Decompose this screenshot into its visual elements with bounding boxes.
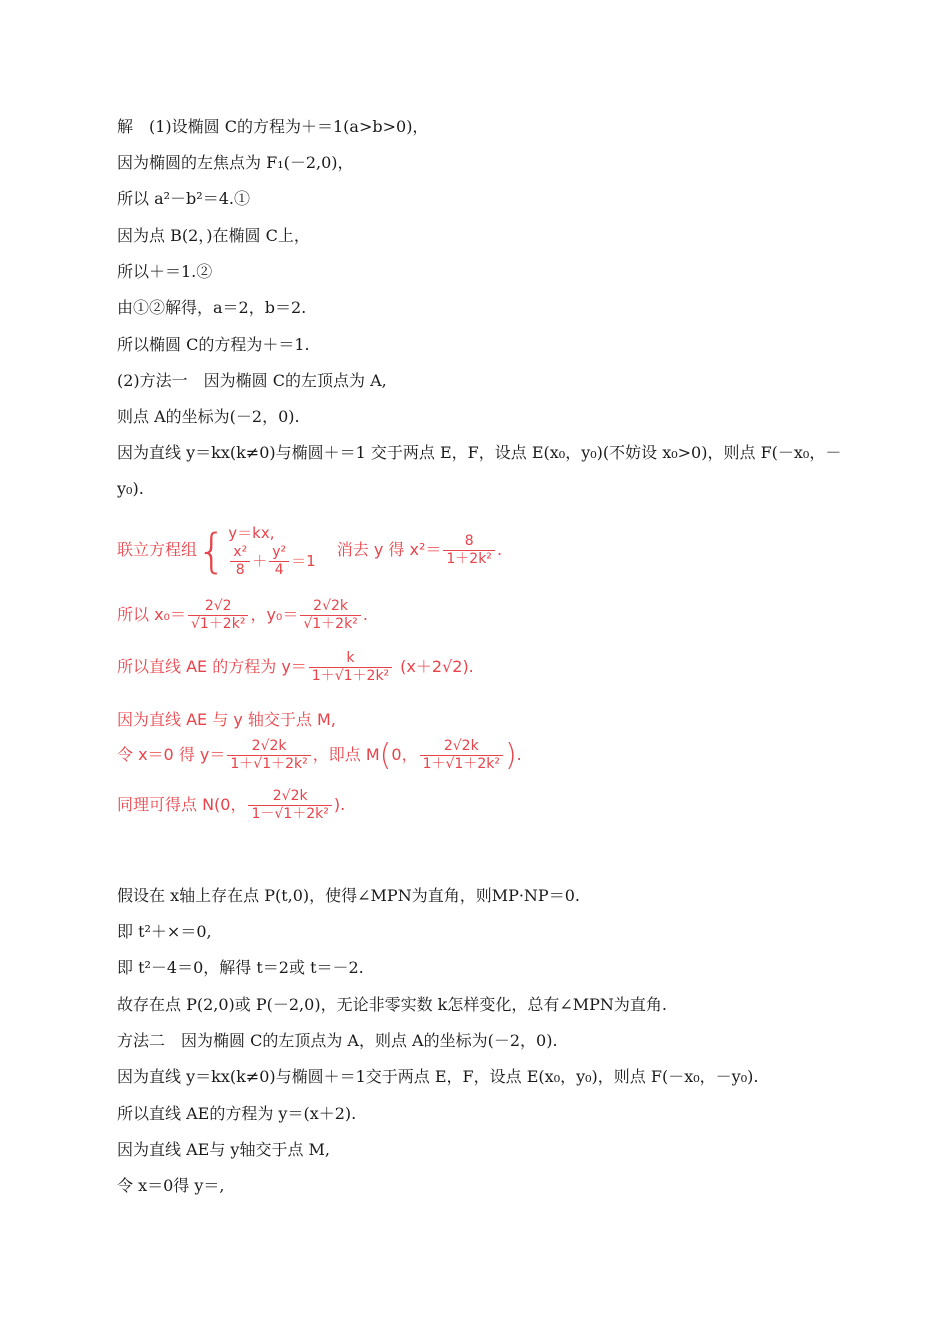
text-line: 即 t²－4＝0，解得 t＝2或 t＝－2. [117, 958, 364, 977]
text-line: 则点 A的坐标为(－2，0). [117, 407, 300, 426]
text-line: 解 (1)设椭圆 C的方程为＋＝1(a>b>0)， [117, 117, 429, 136]
text-line: (2)方法一 因为椭圆 C的左顶点为 A, [117, 371, 387, 390]
text-line: 令 x＝0得 y＝, [117, 1176, 225, 1195]
red-point-n: 同理可得点 N(0， $\frac{2√2k}{\text{1－√1＋2k²}}$ ). [117, 788, 346, 822]
text-line: 因为直线 AE与 y轴交于点 M, [117, 1140, 331, 1159]
text-line: 因为点 B(2，)在椭圆 C上， [117, 226, 310, 245]
text-line: 故存在点 P(2,0)或 P(－2,0)，无论非零实数 k怎样变化，总有∠MPN为直角. [117, 995, 667, 1014]
red-ae-intersect: 因为直线 AE 与 y 轴交于点 M, [117, 710, 336, 729]
brace-icon: { [197, 523, 227, 578]
text-line: 假设在 x轴上存在点 P(t,0)，使得∠MPN为直角，则MP·NP＝0. [117, 886, 580, 905]
text-line: 所以 a²－b²＝4.① [117, 189, 250, 208]
text-line: 所以直线 AE的方程为 y＝(x＋2). [117, 1104, 357, 1123]
text-line: 方法二 因为椭圆 C的左顶点为 A，则点 A的坐标为(－2，0). [117, 1031, 558, 1050]
red-line-ae: 所以直线 AE 的方程为 y＝ $\frac{k}{\text{1＋√1＋2k²}}$ (x＋2√2). [117, 650, 474, 684]
text-line: 由①②解得，a＝2，b＝2. [117, 298, 307, 317]
red-point-m: 令 x＝0 得 y＝ $\frac{2√2k}{\text{1＋√1＋2k²}}$ ，即点 M(0， $\frac{2√2k}{\text{1＋√1＋2k²}}$ ). [117, 738, 522, 773]
text-line: 即 t²＋×＝0, [117, 922, 212, 941]
red-equation-system: 联立方程组{ y＝kx, $\frac{\text{x²}}{8}$ ＋ $\frac{\text{y²}}{4}$ ＝1 消去 y 得 x²＝ $\frac{8}{\text{1＋2k²}}$ . [117, 523, 503, 578]
text-line: 所以椭圆 C的方程为＋＝1. [117, 335, 310, 354]
equation-line: y＝kx, [228, 524, 275, 542]
text-line: 所以＋＝1.② [117, 262, 213, 281]
text-line: 因为直线 y＝kx(k≠0)与椭圆＋＝1 交于两点 E，F，设点 E(x₀，y₀)(不妨设 x₀>0)，则点 F(－x₀，－y₀). [117, 443, 842, 498]
red-x0-y0: 所以 x₀＝ $\frac{2√2}{\text{√1＋2k²}}$ ，y₀＝ $\frac{2√2k}{\text{√1＋2k²}}$ . [117, 598, 368, 632]
red-text: 联立方程组 [117, 540, 198, 559]
text-line: 因为直线 y＝kx(k≠0)与椭圆＋＝1交于两点 E，F，设点 E(x₀，y₀)，则点 F(－x₀，－y₀). [117, 1067, 759, 1086]
text-line: 因为椭圆的左焦点为 F₁(－2,0)， [117, 153, 354, 172]
